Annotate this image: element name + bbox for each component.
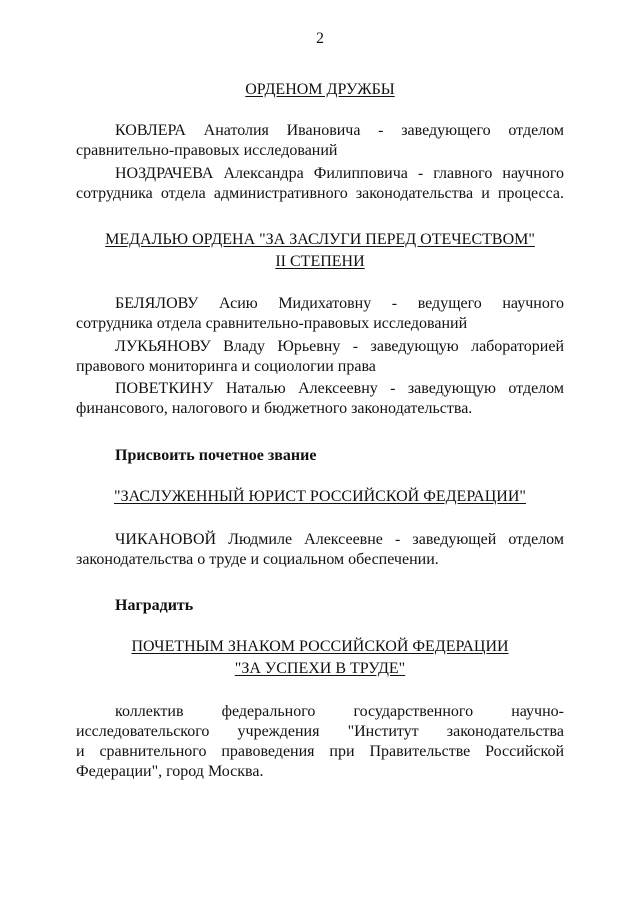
paragraph-line: сотрудника отдела сравнительно-правовых исследований <box>76 315 468 332</box>
paragraph-line: законодательства о труде и социальном обеспечении. <box>76 551 439 568</box>
award-heading-medal-line2: II СТЕПЕНИ <box>275 253 365 270</box>
nominee-kovler <box>76 121 564 161</box>
paragraph-line: НОЗДРАЧЕВА Александра Филипповича - главного научного <box>115 165 564 182</box>
paragraph-line: сотрудника отдела административного законодательства и процесса. <box>76 185 564 202</box>
paragraph-line: КОВЛЕРА Анатолия Ивановича - заведующего отделом <box>115 122 564 139</box>
nominee-povetkina <box>76 379 564 419</box>
award-heading-badge-line1: ПОЧЕТНЫМ ЗНАКОМ РОССИЙСКОЙ ФЕДЕРАЦИИ <box>131 638 509 655</box>
nominee-belyalova <box>76 294 564 334</box>
nominee-chikanova <box>76 530 564 570</box>
award-heading-order-of-friendship: ОРДЕНОМ ДРУЖБЫ <box>245 81 395 98</box>
section-lead-reward: Наградить <box>115 597 194 614</box>
paragraph-line: сравнительно-правовых исследований <box>76 142 338 159</box>
paragraph-line: ПОВЕТКИНУ Наталью Алексеевну - заведующую отделом <box>115 380 564 397</box>
paragraph-line: БЕЛЯЛОВУ Асию Мидихатовну - ведущего научного <box>115 295 564 312</box>
paragraph-line: ЧИКАНОВОЙ Людмиле Алексеевне - заведующей отделом <box>115 531 564 548</box>
paragraph-line: исследовательского учреждения "Институт законодательства <box>76 723 564 740</box>
nominee-institute-collective <box>76 702 564 782</box>
section-lead-assign-title: Присвоить почетное звание <box>115 447 317 464</box>
page-number: 2 <box>316 30 324 47</box>
paragraph-line: правового мониторинга и социологии права <box>76 358 376 375</box>
award-heading-badge-line2: "ЗА УСПЕХИ В ТРУДЕ" <box>234 660 406 677</box>
award-heading-medal-line1: МЕДАЛЬЮ ОРДЕНА "ЗА ЗАСЛУГИ ПЕРЕД ОТЕЧЕСТВОМ" <box>105 231 535 248</box>
nominee-nozdrachev <box>76 164 564 204</box>
paragraph-line: Федерации", город Москва. <box>76 763 264 780</box>
paragraph-line: финансового, налогового и бюджетного законодательства. <box>76 400 473 417</box>
paragraph-line: ЛУКЬЯНОВУ Владу Юрьевну - заведующую лабораторией <box>115 338 564 355</box>
nominee-lukyanova <box>76 337 564 377</box>
paragraph-line: коллектив федерального государственного научно- <box>115 703 564 720</box>
paragraph-line: и сравнительного правоведения при Правительстве Российской <box>76 743 564 760</box>
award-heading-honored-lawyer: "ЗАСЛУЖЕННЫЙ ЮРИСТ РОССИЙСКОЙ ФЕДЕРАЦИИ" <box>114 488 526 505</box>
